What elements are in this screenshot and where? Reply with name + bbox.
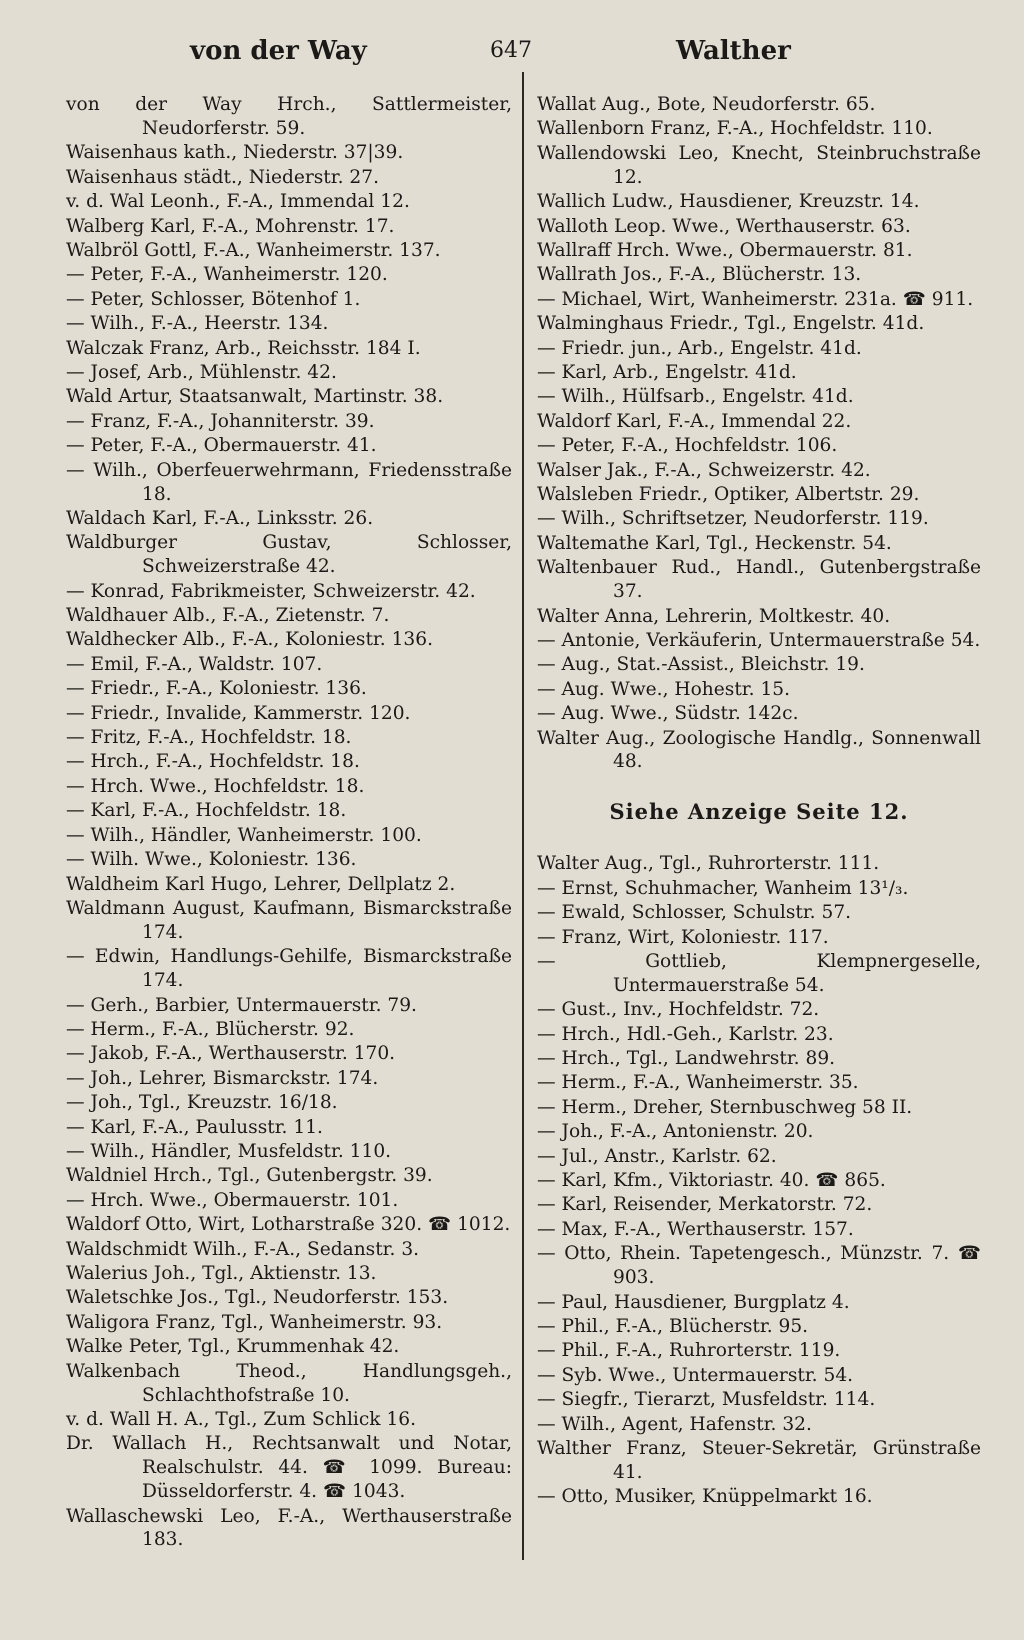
directory-entry: — Joh., Tgl., Kreuzstr. 16/18. xyxy=(66,1092,338,1114)
directory-entry: Waisenhaus kath., Niederstr. 37|39. xyxy=(66,142,404,164)
directory-entry: Waldhauer Alb., F.-A., Zietenstr. 7. xyxy=(66,605,390,627)
directory-entry: — Karl, Reisender, Merkatorstr. 72. xyxy=(537,1194,873,1216)
directory-entry: — Paul, Hausdiener, Burgplatz 4. xyxy=(537,1291,850,1313)
directory-entry: Waisenhaus städt., Niederstr. 27. xyxy=(66,166,380,188)
directory-entry: — Wilh., Schriftsetzer, Neudorferstr. 119. xyxy=(537,508,929,530)
directory-entry: Wald Artur, Staatsanwalt, Martinstr. 38. xyxy=(66,386,444,408)
directory-entry: — Syb. Wwe., Untermauerstr. 54. xyxy=(537,1364,854,1386)
directory-entry: Wallrath Jos., F.-A., Blücherstr. 13. xyxy=(537,264,862,286)
directory-entry: v. d. Wal Leonh., F.-A., Immendal 12. xyxy=(66,191,410,213)
directory-entry: — Friedr., F.-A., Koloniestr. 136. xyxy=(66,678,367,700)
directory-entry: Waldschmidt Wilh., F.-A., Sedanstr. 3. xyxy=(66,1238,420,1260)
directory-entry: Wallich Ludw., Hausdiener, Kreuzstr. 14. xyxy=(537,191,920,213)
directory-entry: Waldhecker Alb., F.-A., Koloniestr. 136. xyxy=(66,629,433,651)
directory-entry: Walczak Franz, Arb., Reichsstr. 184 I. xyxy=(66,337,421,359)
directory-entry: — Karl, F.-A., Hochfeldstr. 18. xyxy=(66,800,347,822)
directory-entry: Walberg Karl, F.-A., Mohrenstr. 17. xyxy=(66,215,395,237)
directory-entry: Waldmann August, Kaufmann, Bismarckstraße 174. xyxy=(66,897,512,943)
directory-entry: Waldorf Otto, Wirt, Lotharstraße 320. ☎ 1012. xyxy=(66,1214,511,1236)
right-column xyxy=(537,93,981,1510)
directory-entry: — Karl, Kfm., Viktoriastr. 40. ☎ 865. xyxy=(537,1170,886,1192)
directory-entry: Wallat Aug., Bote, Neudorferstr. 65. xyxy=(537,94,876,115)
directory-entry: Wallenborn Franz, F.-A., Hochfeldstr. 110. xyxy=(537,118,933,140)
directory-entry: Walerius Joh., Tgl., Aktienstr. 13. xyxy=(66,1263,377,1284)
directory-entry: Waldach Karl, F.-A., Linksstr. 26. xyxy=(66,507,374,529)
directory-entry: — Emil, F.-A., Waldstr. 107. xyxy=(66,653,323,675)
directory-entry: Walkenbach Theod., Handlungsgeh., Schlachthofstraße 10. xyxy=(66,1360,512,1406)
directory-entry: — Peter, F.-A., Wanheimerstr. 120. xyxy=(66,264,388,286)
directory-entry: Waldniel Hrch., Tgl., Gutenbergstr. 39. xyxy=(66,1165,433,1187)
directory-entry: — Peter, Schlosser, Bötenhof 1. xyxy=(66,288,361,310)
directory-entry: Waldburger Gustav, Schlosser, Schweizerstraße 42. xyxy=(66,532,512,578)
directory-entry: — Michael, Wirt, Wanheimerstr. 231a. ☎ 911. xyxy=(537,288,974,310)
directory-entry: — Herm., F.-A., Blücherstr. 92. xyxy=(66,1018,355,1040)
directory-entry: — Joh., F.-A., Antonienstr. 20. xyxy=(537,1121,814,1143)
left-column xyxy=(66,93,512,1553)
directory-entry: Walter Anna, Lehrerin, Moltkestr. 40. xyxy=(537,605,891,627)
directory-entry: — Wilh., Hülfsarb., Engelstr. 41d. xyxy=(537,386,854,408)
directory-entry: Wallendowski Leo, Knecht, Steinbruchstraße 12. xyxy=(537,142,981,188)
directory-entry: von der Way Hrch., Sattlermeister, Neudorferstr. 59. xyxy=(66,94,512,139)
directory-entry: — Jul., Anstr., Karlstr. 62. xyxy=(537,1145,777,1167)
directory-entry: Walbröl Gottl, F.-A., Wanheimerstr. 137. xyxy=(66,239,441,261)
directory-entry: — Phil., F.-A., Ruhrorterstr. 119. xyxy=(537,1340,841,1362)
directory-entry: — Ernst, Schuhmacher, Wanheim 13¹/₃. xyxy=(537,877,909,899)
directory-entry: Dr. Wallach H., Rechtsanwalt und Notar, Realschulstr. 44. ☎ 1099. Bureau: Düsseldorferstr. 4. ☎ 1043. xyxy=(66,1433,512,1503)
directory-entry: — Jakob, F.-A., Werthauserstr. 170. xyxy=(66,1043,396,1065)
directory-entry: Walminghaus Friedr., Tgl., Engelstr. 41d. xyxy=(537,313,925,335)
right-column-entries-a xyxy=(537,93,981,774)
directory-entry: — Karl, F.-A., Paulusstr. 11. xyxy=(66,1116,323,1138)
directory-entry: Waletschke Jos., Tgl., Neudorferstr. 153. xyxy=(66,1287,449,1309)
directory-entry: Walter Aug., Tgl., Ruhrorterstr. 111. xyxy=(537,853,880,875)
directory-entry: — Franz, F.-A., Johanniterstr. 39. xyxy=(66,410,375,432)
directory-entry: — Siegfr., Tierarzt, Musfeldstr. 114. xyxy=(537,1389,876,1411)
directory-entry: — Josef, Arb., Mühlenstr. 42. xyxy=(66,361,337,383)
directory-entry: — Antonie, Verkäuferin, Untermauerstraße 54. xyxy=(537,629,981,651)
directory-entry: — Phil., F.-A., Blücherstr. 95. xyxy=(537,1316,809,1337)
column-divider xyxy=(522,72,524,1560)
header-left-keyword: von der Way xyxy=(190,36,367,66)
directory-entry: Walloth Leop. Wwe., Werthauserstr. 63. xyxy=(537,215,911,237)
directory-entry: — Friedr. jun., Arb., Engelstr. 41d. xyxy=(537,337,862,359)
directory-entry: — Hrch., Hdl.-Geh., Karlstr. 23. xyxy=(537,1023,834,1045)
directory-entry: — Hrch., F.-A., Hochfeldstr. 18. xyxy=(66,751,360,773)
directory-entry: — Konrad, Fabrikmeister, Schweizerstr. 42. xyxy=(66,580,476,602)
directory-entry: — Peter, F.-A., Hochfeldstr. 106. xyxy=(537,435,838,457)
directory-entry: — Wilh., Händler, Wanheimerstr. 100. xyxy=(66,824,422,846)
directory-entry: Waldorf Karl, F.-A., Immendal 22. xyxy=(537,410,852,432)
directory-entry: — Edwin, Handlungs-Gehilfe, Bismarckstraße 174. xyxy=(66,946,512,992)
directory-entry: Waltenbauer Rud., Handl., Gutenbergstraße 37. xyxy=(537,557,981,603)
right-column-entries-b xyxy=(537,852,981,1509)
directory-entry: — Peter, F.-A., Obermauerstr. 41. xyxy=(66,435,377,457)
directory-entry: — Wilh. Wwe., Koloniestr. 136. xyxy=(66,849,357,871)
directory-entry: — Ewald, Schlosser, Schulstr. 57. xyxy=(537,902,852,924)
directory-entry: — Otto, Musiker, Knüppelmarkt 16. xyxy=(537,1486,873,1508)
directory-entry: — Aug., Stat.-Assist., Bleichstr. 19. xyxy=(537,654,865,676)
directory-entry: — Aug. Wwe., Südstr. 142c. xyxy=(537,703,799,725)
directory-entry: — Hrch. Wwe., Hochfeldstr. 18. xyxy=(66,775,365,797)
directory-entry: — Gottlieb, Klempnergeselle, Untermauerstraße 54. xyxy=(537,950,981,996)
directory-entry: Walter Aug., Zoologische Handlg., Sonnenwall 48. xyxy=(537,727,981,773)
directory-entry: Walther Franz, Steuer-Sekretär, Grünstraße 41. xyxy=(537,1438,981,1483)
directory-entry: — Otto, Rhein. Tapetengesch., Münzstr. 7. ☎ 903. xyxy=(537,1243,981,1289)
directory-entry: — Wilh., F.-A., Heerstr. 134. xyxy=(66,313,329,335)
directory-entry: — Joh., Lehrer, Bismarckstr. 174. xyxy=(66,1067,379,1089)
directory-entry: — Herm., F.-A., Wanheimerstr. 35. xyxy=(537,1072,859,1094)
directory-entry: — Max, F.-A., Werthauserstr. 157. xyxy=(537,1218,854,1240)
directory-entry: — Aug. Wwe., Hohestr. 15. xyxy=(537,678,791,700)
directory-entry: Walsleben Friedr., Optiker, Albertstr. 29. xyxy=(537,484,920,505)
directory-entry: Wallraff Hrch. Wwe., Obermauerstr. 81. xyxy=(537,239,913,261)
directory-entry: — Gust., Inv., Hochfeldstr. 72. xyxy=(537,999,820,1021)
directory-entry: — Fritz, F.-A., Hochfeldstr. 18. xyxy=(66,727,352,749)
directory-entry: — Herm., Dreher, Sternbuschweg 58 II. xyxy=(537,1096,913,1118)
directory-entry: Waltemathe Karl, Tgl., Heckenstr. 54. xyxy=(537,532,892,554)
directory-entry: — Karl, Arb., Engelstr. 41d. xyxy=(537,361,797,383)
directory-entry: — Wilh., Agent, Hafenstr. 32. xyxy=(537,1413,812,1435)
advertisement-notice: Siehe Anzeige Seite 12. xyxy=(609,799,909,825)
directory-entry: — Gerh., Barbier, Untermauerstr. 79. xyxy=(66,994,417,1016)
page-header xyxy=(0,36,1024,72)
directory-entry: — Franz, Wirt, Koloniestr. 117. xyxy=(537,926,829,948)
directory-entry: — Wilh., Oberfeuerwehrmann, Friedensstraße 18. xyxy=(66,459,512,505)
directory-entry: Wallaschewski Leo, F.-A., Werthauserstraße 183. xyxy=(66,1505,512,1551)
directory-entry: — Hrch., Tgl., Landwehrstr. 89. xyxy=(537,1048,836,1070)
directory-entry: — Friedr., Invalide, Kammerstr. 120. xyxy=(66,702,411,724)
directory-entry: Waldheim Karl Hugo, Lehrer, Dellplatz 2. xyxy=(66,873,456,895)
header-right-keyword: Walther xyxy=(676,36,791,66)
directory-entry: Walke Peter, Tgl., Krummenhak 42. xyxy=(66,1336,400,1358)
directory-entry: v. d. Wall H. A., Tgl., Zum Schlick 16. xyxy=(66,1408,417,1430)
directory-entry: Waligora Franz, Tgl., Wanheimerstr. 93. xyxy=(66,1311,443,1333)
page-number: 647 xyxy=(490,38,532,63)
directory-entry: Walser Jak., F.-A., Schweizerstr. 42. xyxy=(537,459,871,481)
directory-entry: — Wilh., Händler, Musfeldstr. 110. xyxy=(66,1140,392,1162)
directory-entry: — Hrch. Wwe., Obermauerstr. 101. xyxy=(66,1189,399,1211)
